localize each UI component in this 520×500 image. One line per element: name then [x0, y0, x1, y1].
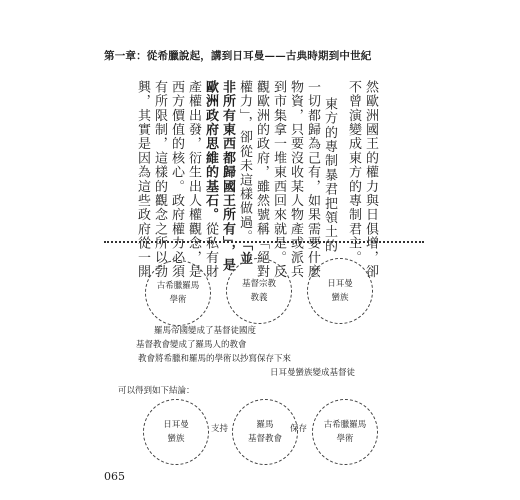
body-column: 興，其實是因為這些政府從一開: [135, 80, 150, 279]
highlight-text: 「並: [237, 243, 252, 266]
body-column: 然歐洲國王的權力與日俱增，卻: [363, 80, 378, 279]
body-column: [236, 80, 253, 266]
circle-roman-church: 羅馬 基督教會: [232, 399, 298, 465]
note-line: 教會將希臘和羅馬的學術以抄寫保存下來: [138, 354, 292, 364]
highlight-text: 歐洲政府思維的基石。: [203, 80, 218, 222]
body-column: 不曾演變成東方的專制君主。: [346, 80, 361, 265]
body-column: 西方價值的核心。政府權力必須: [169, 80, 184, 279]
body-text-run: 權力」，卻從未這樣做過。: [237, 80, 252, 244]
note-line: 基督教會變成了羅馬人的教會: [136, 340, 247, 350]
chapter-header: 第一章：從希臘說起，講到日耳曼——古典時期到中世紀: [104, 50, 372, 62]
body-column: 觀歐洲的政府，雖然號稱「絕對: [254, 80, 269, 279]
circle-christian-doctrine: 基督宗教 教義: [226, 258, 292, 324]
body-column: 到市集拿一堆東西回來就是。反: [271, 80, 286, 279]
highlight-column: 非所有東西都歸國王所有」，是: [220, 80, 235, 273]
circle-greco-roman-learning: 古希臘羅馬 學術: [145, 260, 211, 326]
circle-greco-roman-learning-bottom: 古希臘羅馬 學術: [312, 399, 378, 465]
body-column: 產權出發，衍生出人權觀念，是: [186, 80, 201, 279]
link-label-support: 支持: [211, 424, 229, 434]
circle-germanic-tribes: 日耳曼 蠻族: [307, 258, 373, 324]
body-column: 物資，只要沒收某人物產或派兵: [288, 80, 303, 279]
circle-germanic-tribes-bottom: 日耳曼 蠻族: [143, 399, 209, 465]
body-column: 有所限制，這樣的觀念之所以勃: [152, 80, 167, 279]
right-note: 日耳曼蠻族變成基督徒: [270, 368, 356, 378]
note-line: 羅馬帝國變成了基督徒國度: [154, 326, 257, 336]
body-column: [202, 80, 219, 279]
dotted-separator: [104, 241, 424, 243]
body-column: 一切都歸為己有，如果需要什麼: [305, 80, 320, 279]
body-text-run: 從私有財: [203, 222, 218, 279]
body-column: 東方的專制暴君把領土的: [322, 97, 337, 254]
link-label-preserve: 保存: [290, 424, 308, 434]
conclusion-label: 可以得到如下結論：: [118, 386, 195, 396]
page-number: 065: [104, 470, 125, 483]
